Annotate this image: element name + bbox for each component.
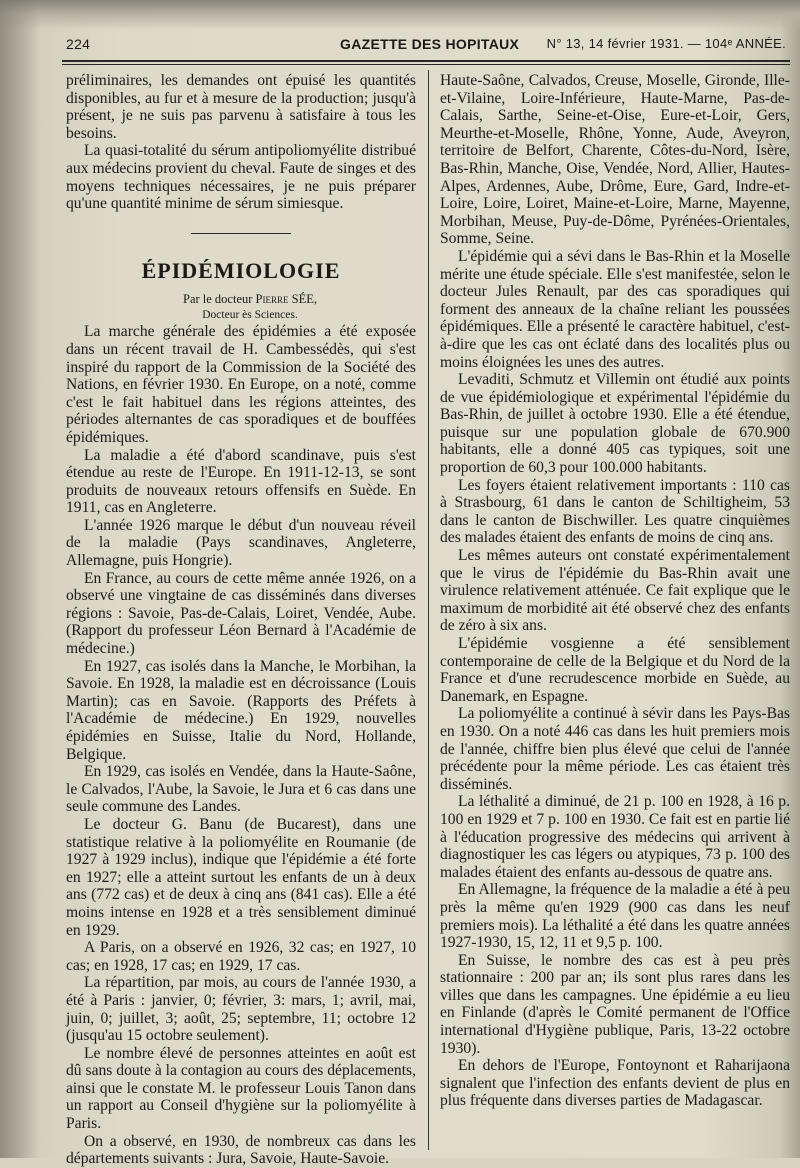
- paragraph: Haute-Saône, Calvados, Creuse, Moselle, Gironde, Ille-et-Vilaine, Loire-Inférieure, Haute-Marne, Pas-de-Calais, Sarthe, Seine-et-Oise, Eure-et-Loir, Gers, Meurthe-et-Moselle, Rhône, Yonne, Aude, Aveyron, territoire de Belfort, Charente, Côtes-du-Nord, Isère, Bas-Rhin, Manche, Oise, Vendée, Nord, Allier, Hautes-Alpes, Ardennes, Aube, Drôme, Eure, Gard, Indre-et-Loire, Loire, Loiret, Maine-et-Loire, Marne, Mayenne, Morbihan, Meuse, Puy-de-Dôme, Pyrénées-Orientales, Somme, Seine.: [440, 72, 790, 248]
- paragraph: En 1927, cas isolés dans la Manche, le Morbihan, la Savoie. En 1928, la maladie est en décroissance (Louis Martin); cas en Savoie. (Rapports des Préfets à l'Académie de médecine.) En 1929, nouvelles épidémies en Suisse, Italie du Nord, Hollande, Belgique.: [66, 657, 416, 763]
- page-number: 224: [66, 36, 91, 52]
- paragraph: L'épidémie vosgienne a été sensiblement contemporaine de celle de la Belgique et du Nord de la France et d'une recrudescence morbide en Suède, au Danemark, en Espagne.: [440, 635, 790, 705]
- paragraph: La maladie a été d'abord scandinave, puis s'est étendue au reste de l'Europe. En 1911-12-13, se sont produits de nouveaux retours offensifs en Suède. En 1911, cas en Angleterre.: [66, 446, 416, 517]
- header-rule-thin: [62, 64, 790, 65]
- paragraph: La poliomyélite a continué à sévir dans les Pays-Bas en 1930. On a noté 446 cas dans les huit premiers mois de l'année, chiffre bien plus élevé que celui de l'année précédente pour la même période. Les cas étaient très disséminés.: [440, 705, 790, 793]
- right-column: [440, 72, 790, 1110]
- paragraph: En dehors de l'Europe, Fontoynont et Raharijaona signalent que l'infection des enfants devient de plus en plus fréquente dans diverses parties de Madagascar.: [440, 1057, 790, 1110]
- paragraph: En Suisse, le nombre des cas est à peu près stationnaire : 200 par an; ils sont plus rares dans les villes que dans les campagnes. Une épidémie a eu lieu en Finlande (d'après le Comité permanent de l'Office international d'Hygiène publique, Paris, 13-22 octobre 1930).: [440, 951, 790, 1057]
- header-rule: [62, 60, 790, 62]
- page-edge-shadow-top: [0, 0, 800, 30]
- paragraph: La marche générale des épidémies a été exposée dans un récent travail de H. Cambessédès, qui s'est inspiré du rapport de la Commission de la Société des Nations, en février 1930. En Europe, on a noté, comme c'est le fait habituel dans les régions atteintes, des périodes alternantes de cas sporadiques et de bouffées épidémiques.: [66, 323, 416, 446]
- journal-title: GAZETTE DES HOPITAUX: [340, 36, 520, 52]
- author-name: Pierre SÉE,: [255, 292, 317, 307]
- running-header: [60, 34, 790, 56]
- author-credential: Docteur ès Sciences.: [202, 309, 298, 322]
- paragraph: A Paris, on a observé en 1926, 32 cas; en 1927, 10 cas; en 1928, 17 cas; en 1929, 17 cas.: [66, 939, 416, 974]
- paragraph: On a observé, en 1930, de nombreux cas dans les départements suivants : Jura, Savoie, Haute-Savoie.: [66, 1132, 416, 1168]
- column-divider: [428, 70, 429, 1150]
- paragraph: Les foyers étaient relativement importants : 110 cas à Strasbourg, 61 dans le canton de Schiltigheim, 53 dans le canton de Bischwiller. Les quatre cinquièmes des malades étaient des enfants de moins de cinq ans.: [440, 476, 790, 547]
- paragraph: préliminaires, les demandes ont épuisé les quantités disponibles, au fur et à mesure de la production; jusqu'à présent, je ne suis pas parvenu à satisfaire à tous les besoins.: [66, 72, 416, 142]
- paragraph: L'épidémie qui a sévi dans le Bas-Rhin et la Moselle mérite une étude spéciale. Elle s'est manifestée, selon le docteur Jules Renault, par des cas sporadiques qui forment des anneaux de la chaîne reliant les poussées épidémiques. Elle a présenté le caractère habituel, c'est-à-dire que les cas ont éclaté dans des localités plus ou moins éloignées les unes des autres.: [440, 247, 790, 371]
- paragraph: La répartition, par mois, au cours de l'année 1930, a été à Paris : janvier, 0; février, 3: mars, 1; avril, mai, juin, 0; juillet, 3; août, 25; septembre, 11; octobre 12 (jusqu'au 15 octobre seulement).: [66, 974, 416, 1045]
- paragraph: L'année 1926 marque le début d'un nouveau réveil de la maladie (Pays scandinaves, Angleterre, Allemagne, puis Hongrie).: [66, 516, 416, 570]
- left-column: [66, 72, 416, 1168]
- paragraph: En 1929, cas isolés en Vendée, dans la Haute-Saône, le Calvados, l'Aube, la Savoie, le Jura et 6 cas dans une seule commune des Landes.: [66, 763, 416, 816]
- paragraph: Les mêmes auteurs ont constaté expérimentalement que le virus de l'épidémie du Bas-Rhin avait une virulence relativement atténuée. Ce fait explique que le maximum de morbidité ait été observé chez des enfants de zéro à six ans.: [440, 547, 790, 635]
- paragraph: Le docteur G. Banu (de Bucarest), dans une statistique relative à la poliomyélite en Roumanie (de 1927 à 1929 inclus), indique que l'épidémie a été forte en 1927; elle a atteint surtout les enfants de un à deux ans (772 cas) et de deux à cinq ans (841 cas). Elle a été moins intense en 1928 et a très sensiblement diminué en 1929.: [66, 815, 416, 939]
- paragraph: Le nombre élevé de personnes atteintes en août est dû sans doute à la contagion au cours des déplacements, ainsi que le constate M. le professeur Louis Tanon dans un rapport au Conseil d'hygiène sur la poliomyélite à Paris.: [66, 1044, 416, 1133]
- paragraph: Levaditi, Schmutz et Villemin ont étudié aux points de vue épidémiologique et expérimental l'épidémie du Bas-Rhin, de juillet à octobre 1930. Elle a été étendue, puisque sur une population globale de 670.900 habitants, elle a donné 405 cas typiques, soit une proportion de 60,3 pour 100.000 habitants.: [440, 371, 790, 477]
- byline-prefix: Par le docteur: [183, 292, 253, 307]
- byline: [66, 291, 416, 307]
- paragraph: En Allemagne, la fréquence de la maladie a été à peu près la même qu'en 1929 (900 cas dans les neuf premiers mois). La léthalité a été dans les quatre années 1927-1930, 15, 12, 11 et 9,5 p. 100.: [440, 881, 790, 952]
- paragraph: La léthalité a diminué, de 21 p. 100 en 1928, à 16 p. 100 en 1929 et 7 p. 100 en 1930. Ce fait est en partie lié à l'éducation progressive des médecins qui arrivent à diagnostiquer les cas légers ou atypiques, 73 p. 100 des malades étaient des enfants au-dessous de quatre ans.: [440, 793, 790, 881]
- paragraph: La quasi-totalité du sérum antipoliomyélite distribué aux médecins provient du cheval. Faute de singes et des moyens techniques nécessaires, je ne puis préparer qu'une quantité minime de sérum simiesque.: [66, 142, 416, 213]
- section-title: ÉPIDÉMIOLOGIE: [141, 257, 341, 283]
- page-edge-shadow-left: [0, 0, 40, 1158]
- section-separator: [191, 233, 291, 234]
- paragraph: En France, au cours de cette même année 1926, on a observé une vingtaine de cas disséminés dans diverses régions : Savoie, Pas-de-Calais, Loiret, Vendée, Aube. (Rapport du professeur Léon Bernard à l'Académie de médecine.): [66, 569, 416, 658]
- issue-info: N° 13, 14 février 1931. — 104ᵉ ANNÉE.: [546, 36, 786, 51]
